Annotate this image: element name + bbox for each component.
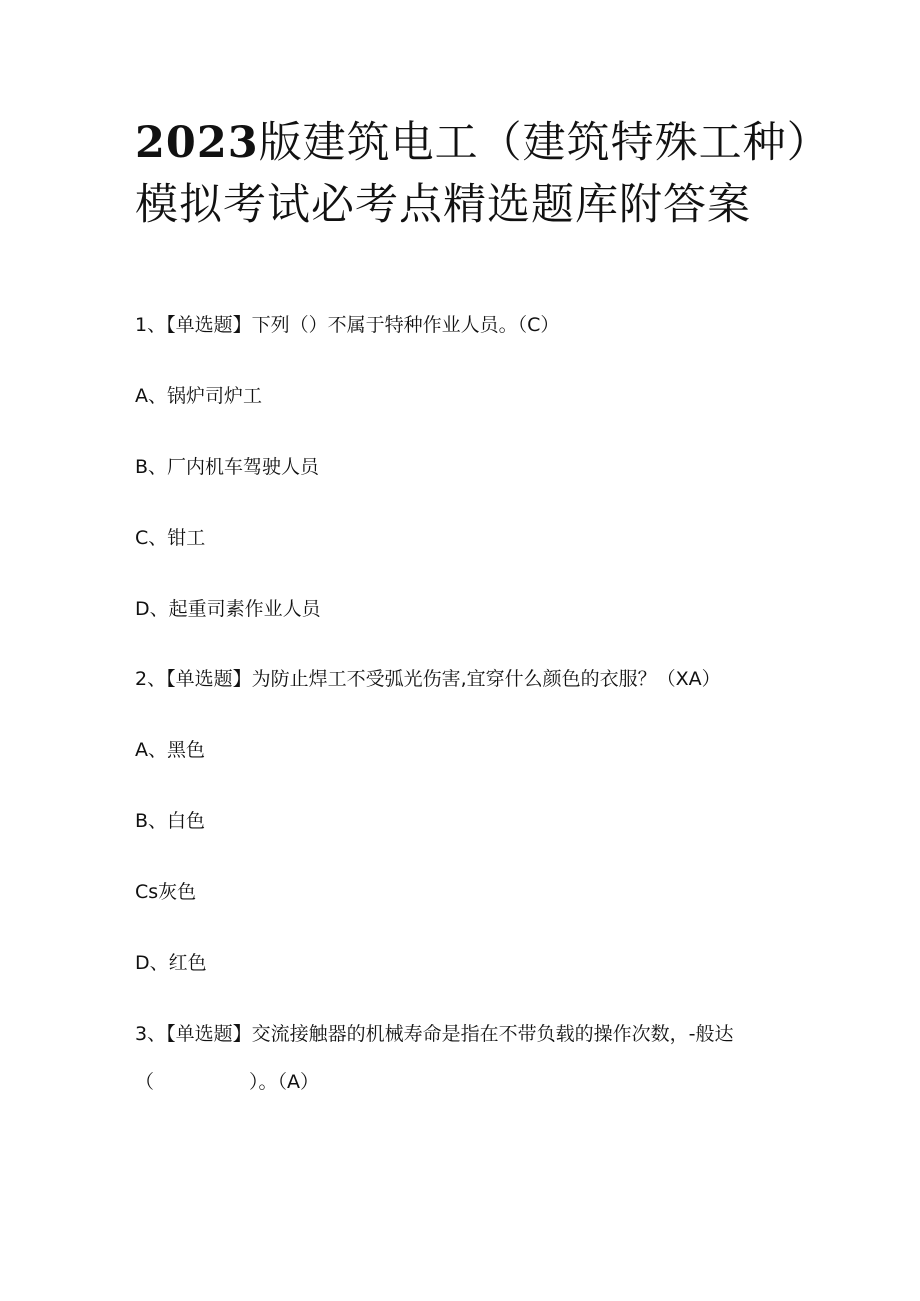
question-1: 1、【单选题】下列（）不属于特种作业人员。（C） (135, 314, 560, 336)
question-2-option-d: D、红色 (135, 952, 207, 974)
question-1-option-b: B、厂内机车驾驶人员 (135, 456, 320, 478)
question-2-option-a: A、黑色 (135, 739, 205, 761)
question-1-option-c: C、钳工 (135, 527, 206, 549)
question-2-option-b: B、白色 (135, 810, 206, 832)
question-3-line-2: （ ）。（A） (135, 1071, 319, 1093)
title-year: 2023 (135, 118, 259, 168)
question-2-option-c: Cs灰色 (135, 881, 197, 903)
document-title (135, 112, 835, 236)
question-1-option-d: D、起重司素作业人员 (135, 598, 321, 620)
question-2: 2、【单选题】为防止焊工不受弧光伤害,宜穿什么颜色的衣服？（XA） (135, 668, 721, 690)
title-line1-text: 版建筑电工（建筑特殊工种） (258, 118, 831, 168)
question-3-line-1: 3、【单选题】交流接触器的机械寿命是指在不带负载的操作次数，-般达 (135, 1023, 734, 1045)
title-line2-text: 模拟考试必考点精选题库附答案 (135, 180, 751, 230)
question-1-option-a: A、锅炉司炉工 (135, 385, 262, 407)
